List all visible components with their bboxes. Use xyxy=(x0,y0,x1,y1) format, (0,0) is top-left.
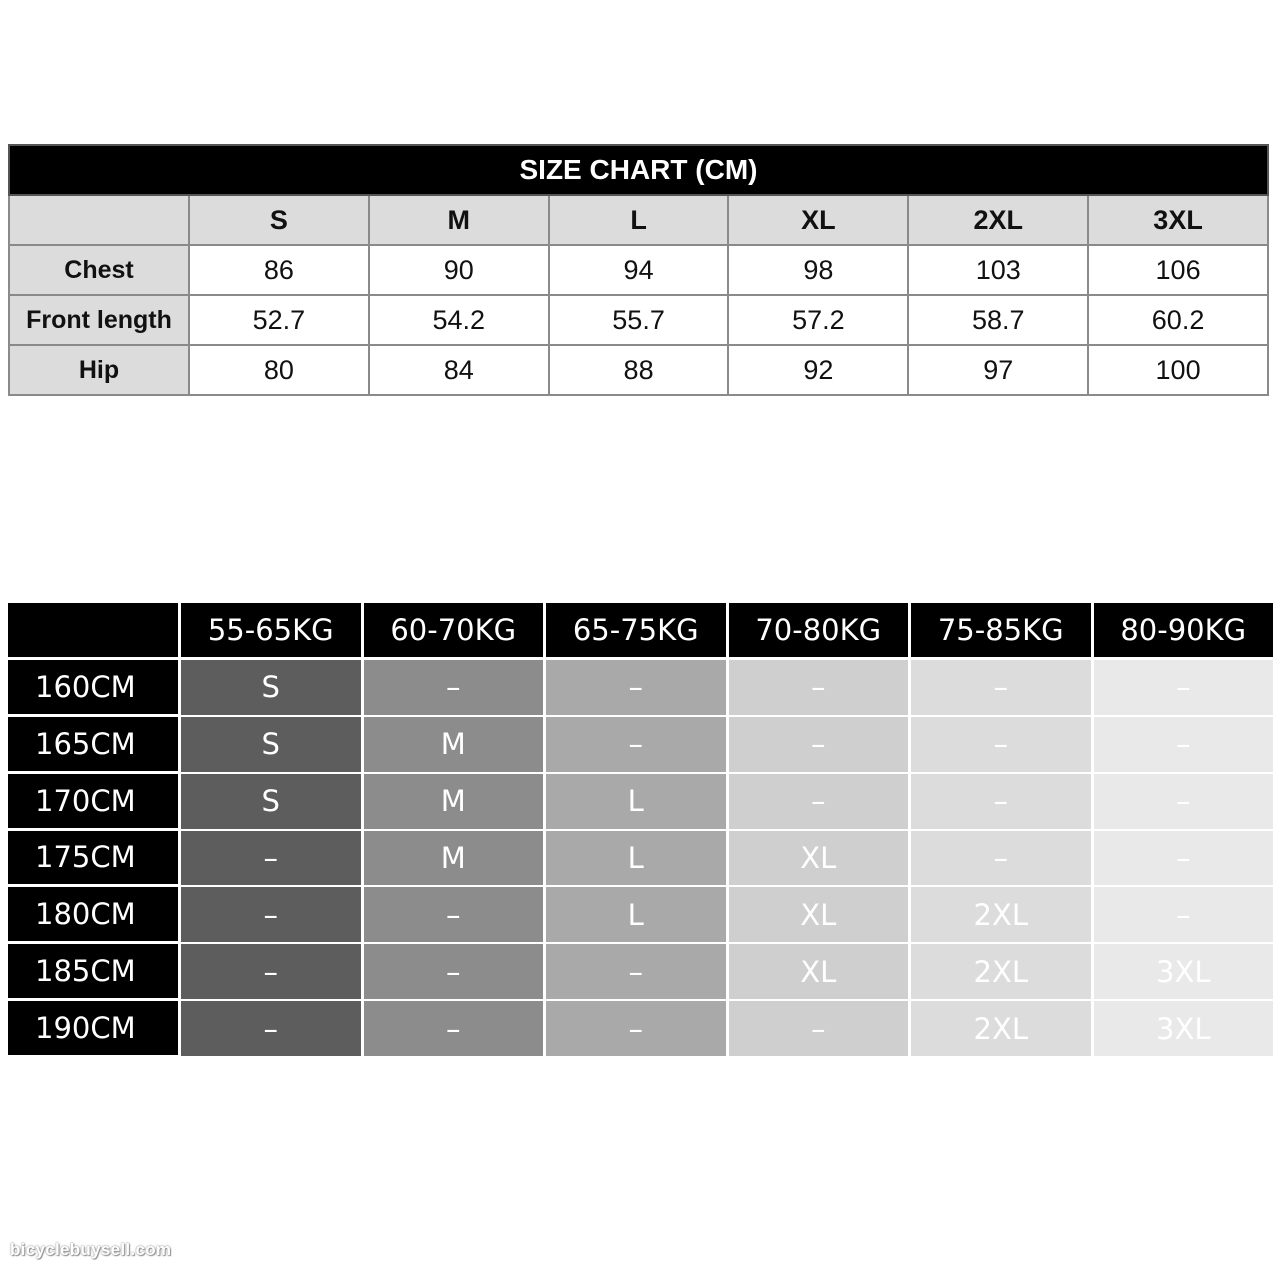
size-recommendation-cell: M xyxy=(364,831,544,888)
height-label: 190CM xyxy=(8,1001,178,1058)
size-header: L xyxy=(549,195,729,245)
height-label: 170CM xyxy=(8,774,178,831)
size-recommendation-cell: L xyxy=(546,774,726,831)
size-recommendation-cell: M xyxy=(364,774,544,831)
size-recommendation-cell: – xyxy=(911,831,1091,888)
size-recommendation-cell: – xyxy=(1094,887,1274,944)
measurement-value: 86 xyxy=(189,245,369,295)
height-label: 175CM xyxy=(8,831,178,888)
size-recommendation-cell: S xyxy=(181,774,361,831)
size-recommendation-cell: – xyxy=(1094,774,1274,831)
measurement-value: 98 xyxy=(728,245,908,295)
weight-header: 80-90KG xyxy=(1094,603,1274,660)
measurement-value: 90 xyxy=(369,245,549,295)
size-recommendation-cell: – xyxy=(729,717,909,774)
size-header: M xyxy=(369,195,549,245)
size-recommendation-cell: 2XL xyxy=(911,1001,1091,1058)
size-recommendation-cell: – xyxy=(546,1001,726,1058)
size-header-blank xyxy=(9,195,189,245)
size-recommendation-cell: – xyxy=(364,944,544,1001)
size-recommendation-cell: – xyxy=(364,887,544,944)
measurement-value: 100 xyxy=(1088,345,1268,395)
watermark: bicyclebuysell.com xyxy=(10,1240,172,1259)
size-recommendation-cell: L xyxy=(546,831,726,888)
size-recommendation-cell: L xyxy=(546,887,726,944)
size-header: S xyxy=(189,195,369,245)
measurement-label: Hip xyxy=(9,345,189,395)
measurement-value: 88 xyxy=(549,345,729,395)
size-recommendation-cell: – xyxy=(181,887,361,944)
size-recommendation-cell: XL xyxy=(729,831,909,888)
measurement-value: 97 xyxy=(908,345,1088,395)
size-header: 3XL xyxy=(1088,195,1268,245)
measurement-value: 106 xyxy=(1088,245,1268,295)
weight-header: 65-75KG xyxy=(546,603,726,660)
size-recommendation-cell: S xyxy=(181,660,361,717)
size-recommendation-cell: – xyxy=(546,717,726,774)
size-recommendation-cell: XL xyxy=(729,944,909,1001)
size-header: XL xyxy=(728,195,908,245)
size-chart-table xyxy=(8,144,1269,396)
size-recommendation-cell: – xyxy=(911,717,1091,774)
measurement-value: 94 xyxy=(549,245,729,295)
size-recommendation-grid xyxy=(8,603,1273,1058)
size-chart-title-row xyxy=(9,145,1268,195)
size-recommendation-cell: – xyxy=(911,774,1091,831)
grid-corner-blank xyxy=(8,603,178,660)
measurement-value: 55.7 xyxy=(549,295,729,345)
measurement-row-chest xyxy=(9,245,1268,295)
height-label: 185CM xyxy=(8,944,178,1001)
size-recommendation-cell: 2XL xyxy=(911,887,1091,944)
weight-header: 55-65KG xyxy=(181,603,361,660)
measurement-value: 54.2 xyxy=(369,295,549,345)
size-recommendation-cell: – xyxy=(181,944,361,1001)
size-recommendation-cell: – xyxy=(1094,831,1274,888)
weight-header: 75-85KG xyxy=(911,603,1091,660)
measurement-value: 92 xyxy=(728,345,908,395)
size-recommendation-cell: – xyxy=(1094,660,1274,717)
size-recommendation-cell: – xyxy=(181,831,361,888)
size-recommendation-cell: – xyxy=(546,944,726,1001)
height-label: 165CM xyxy=(8,717,178,774)
size-recommendation-cell: – xyxy=(729,774,909,831)
size-recommendation-cell: XL xyxy=(729,887,909,944)
measurement-value: 60.2 xyxy=(1088,295,1268,345)
size-recommendation-cell: – xyxy=(181,1001,361,1058)
measurement-value: 80 xyxy=(189,345,369,395)
measurement-value: 84 xyxy=(369,345,549,395)
size-recommendation-cell: 3XL xyxy=(1094,944,1274,1001)
size-recommendation-cell: – xyxy=(1094,717,1274,774)
measurement-value: 103 xyxy=(908,245,1088,295)
weight-header: 70-80KG xyxy=(729,603,909,660)
size-recommendation-cell: – xyxy=(911,660,1091,717)
measurement-label: Chest xyxy=(9,245,189,295)
size-recommendation-cell: 2XL xyxy=(911,944,1091,1001)
measurement-value: 58.7 xyxy=(908,295,1088,345)
weight-header: 60-70KG xyxy=(364,603,544,660)
size-recommendation-cell: – xyxy=(364,1001,544,1058)
measurement-row-front-length xyxy=(9,295,1268,345)
size-header: 2XL xyxy=(908,195,1088,245)
size-recommendation-cell: 3XL xyxy=(1094,1001,1274,1058)
size-chart-title: SIZE CHART (CM) xyxy=(9,145,1268,195)
height-label: 180CM xyxy=(8,887,178,944)
size-header-row xyxy=(9,195,1268,245)
measurement-label: Front length xyxy=(9,295,189,345)
size-recommendation-cell: – xyxy=(546,660,726,717)
measurement-row-hip xyxy=(9,345,1268,395)
size-recommendation-cell: S xyxy=(181,717,361,774)
size-recommendation-cell: – xyxy=(729,660,909,717)
measurement-value: 57.2 xyxy=(728,295,908,345)
size-recommendation-cell: – xyxy=(729,1001,909,1058)
size-recommendation-cell: – xyxy=(364,660,544,717)
height-label: 160CM xyxy=(8,660,178,717)
size-recommendation-cell: M xyxy=(364,717,544,774)
measurement-value: 52.7 xyxy=(189,295,369,345)
